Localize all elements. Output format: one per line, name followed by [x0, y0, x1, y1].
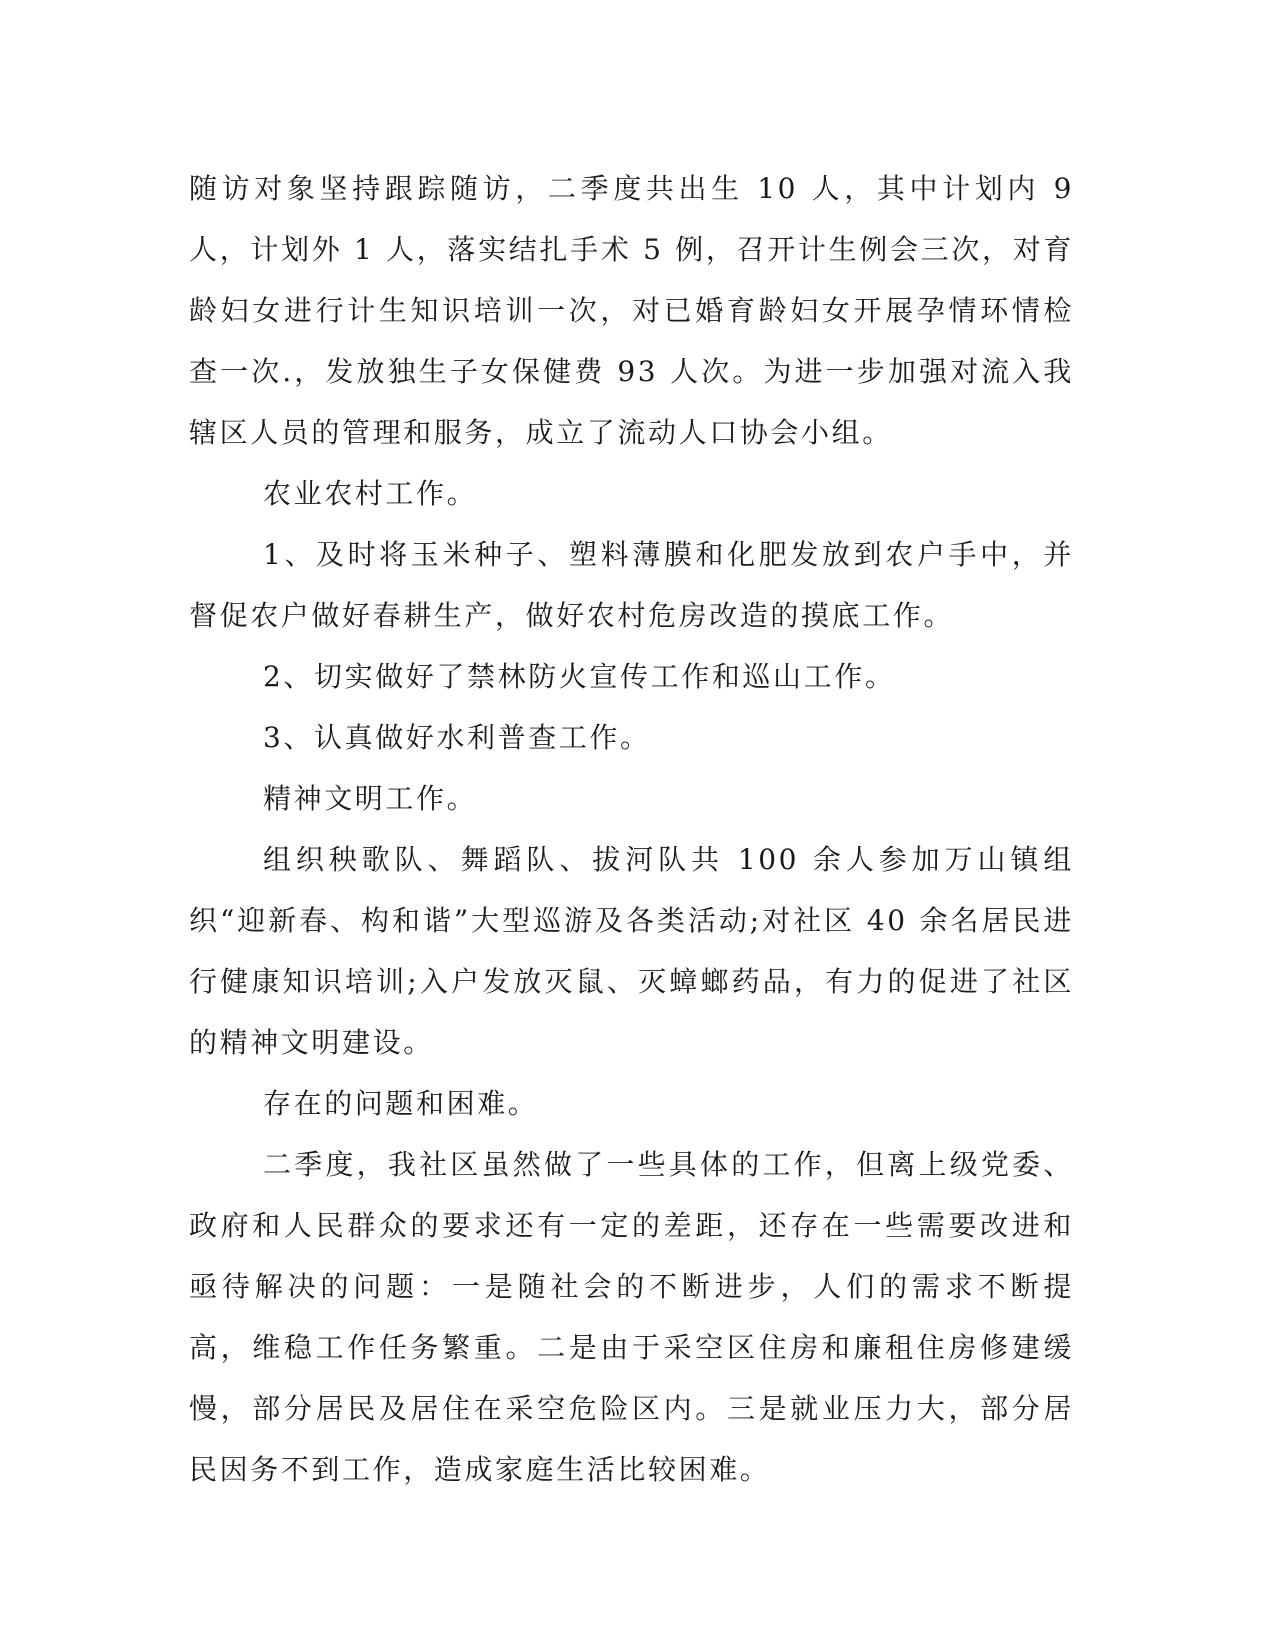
heading-spiritual-civilization-work: 精神文明工作。 [263, 782, 478, 815]
document-body [189, 158, 1074, 1500]
list-item-agriculture-2: 2、切实做好了禁林防火宣传工作和巡山工作。 [263, 660, 896, 693]
paragraph-problems-and-difficulties: 二季度，我社区虽然做了一些具体的工作，但离上级党委、政府和人民群众的要求还有一定的差距，还存在一些需要改进和亟待解决的问题：一是随社会的不断进步，人们的需求不断提高，维稳工作任务繁重。二是由于采空区住房和廉租住房修建缓慢，部分居民及居住在采空危险区内。三是就业压力大，部分居民因务不到工作，造成家庭生活比较困难。 [189, 1148, 1074, 1486]
heading-problems-and-difficulties: 存在的问题和困难。 [263, 1087, 539, 1120]
heading-agriculture-rural-work: 农业农村工作。 [263, 477, 478, 510]
paragraph-spiritual-civilization: 组织秧歌队、舞蹈队、拔河队共 100 余人参加万山镇组织“迎新春、构和谐”大型巡游及各类活动;对社区 40 余名居民进行健康知识培训;入户发放灭鼠、灭蟑螂药品，有力的促进了社区的精神文明建设。 [189, 843, 1074, 1059]
paragraph-family-planning-continued: 随访对象坚持跟踪随访，二季度共出生 10 人，其中计划内 9 人，计划外 1 人，落实结扎手术 5 例，召开计生例会三次，对育龄妇女进行计生知识培训一次，对已婚育龄妇女开展孕情环情检查一次.，发放独生子女保健费 93 人次。为进一步加强对流入我辖区人员的管理和服务，成立了流动人口协会小组。 [189, 172, 1074, 449]
list-item-agriculture-1: 1、及时将玉米种子、塑料薄膜和化肥发放到农户手中，并督促农户做好春耕生产，做好农村危房改造的摸底工作。 [189, 538, 1074, 632]
list-item-agriculture-3: 3、认真做好水利普查工作。 [263, 721, 651, 754]
